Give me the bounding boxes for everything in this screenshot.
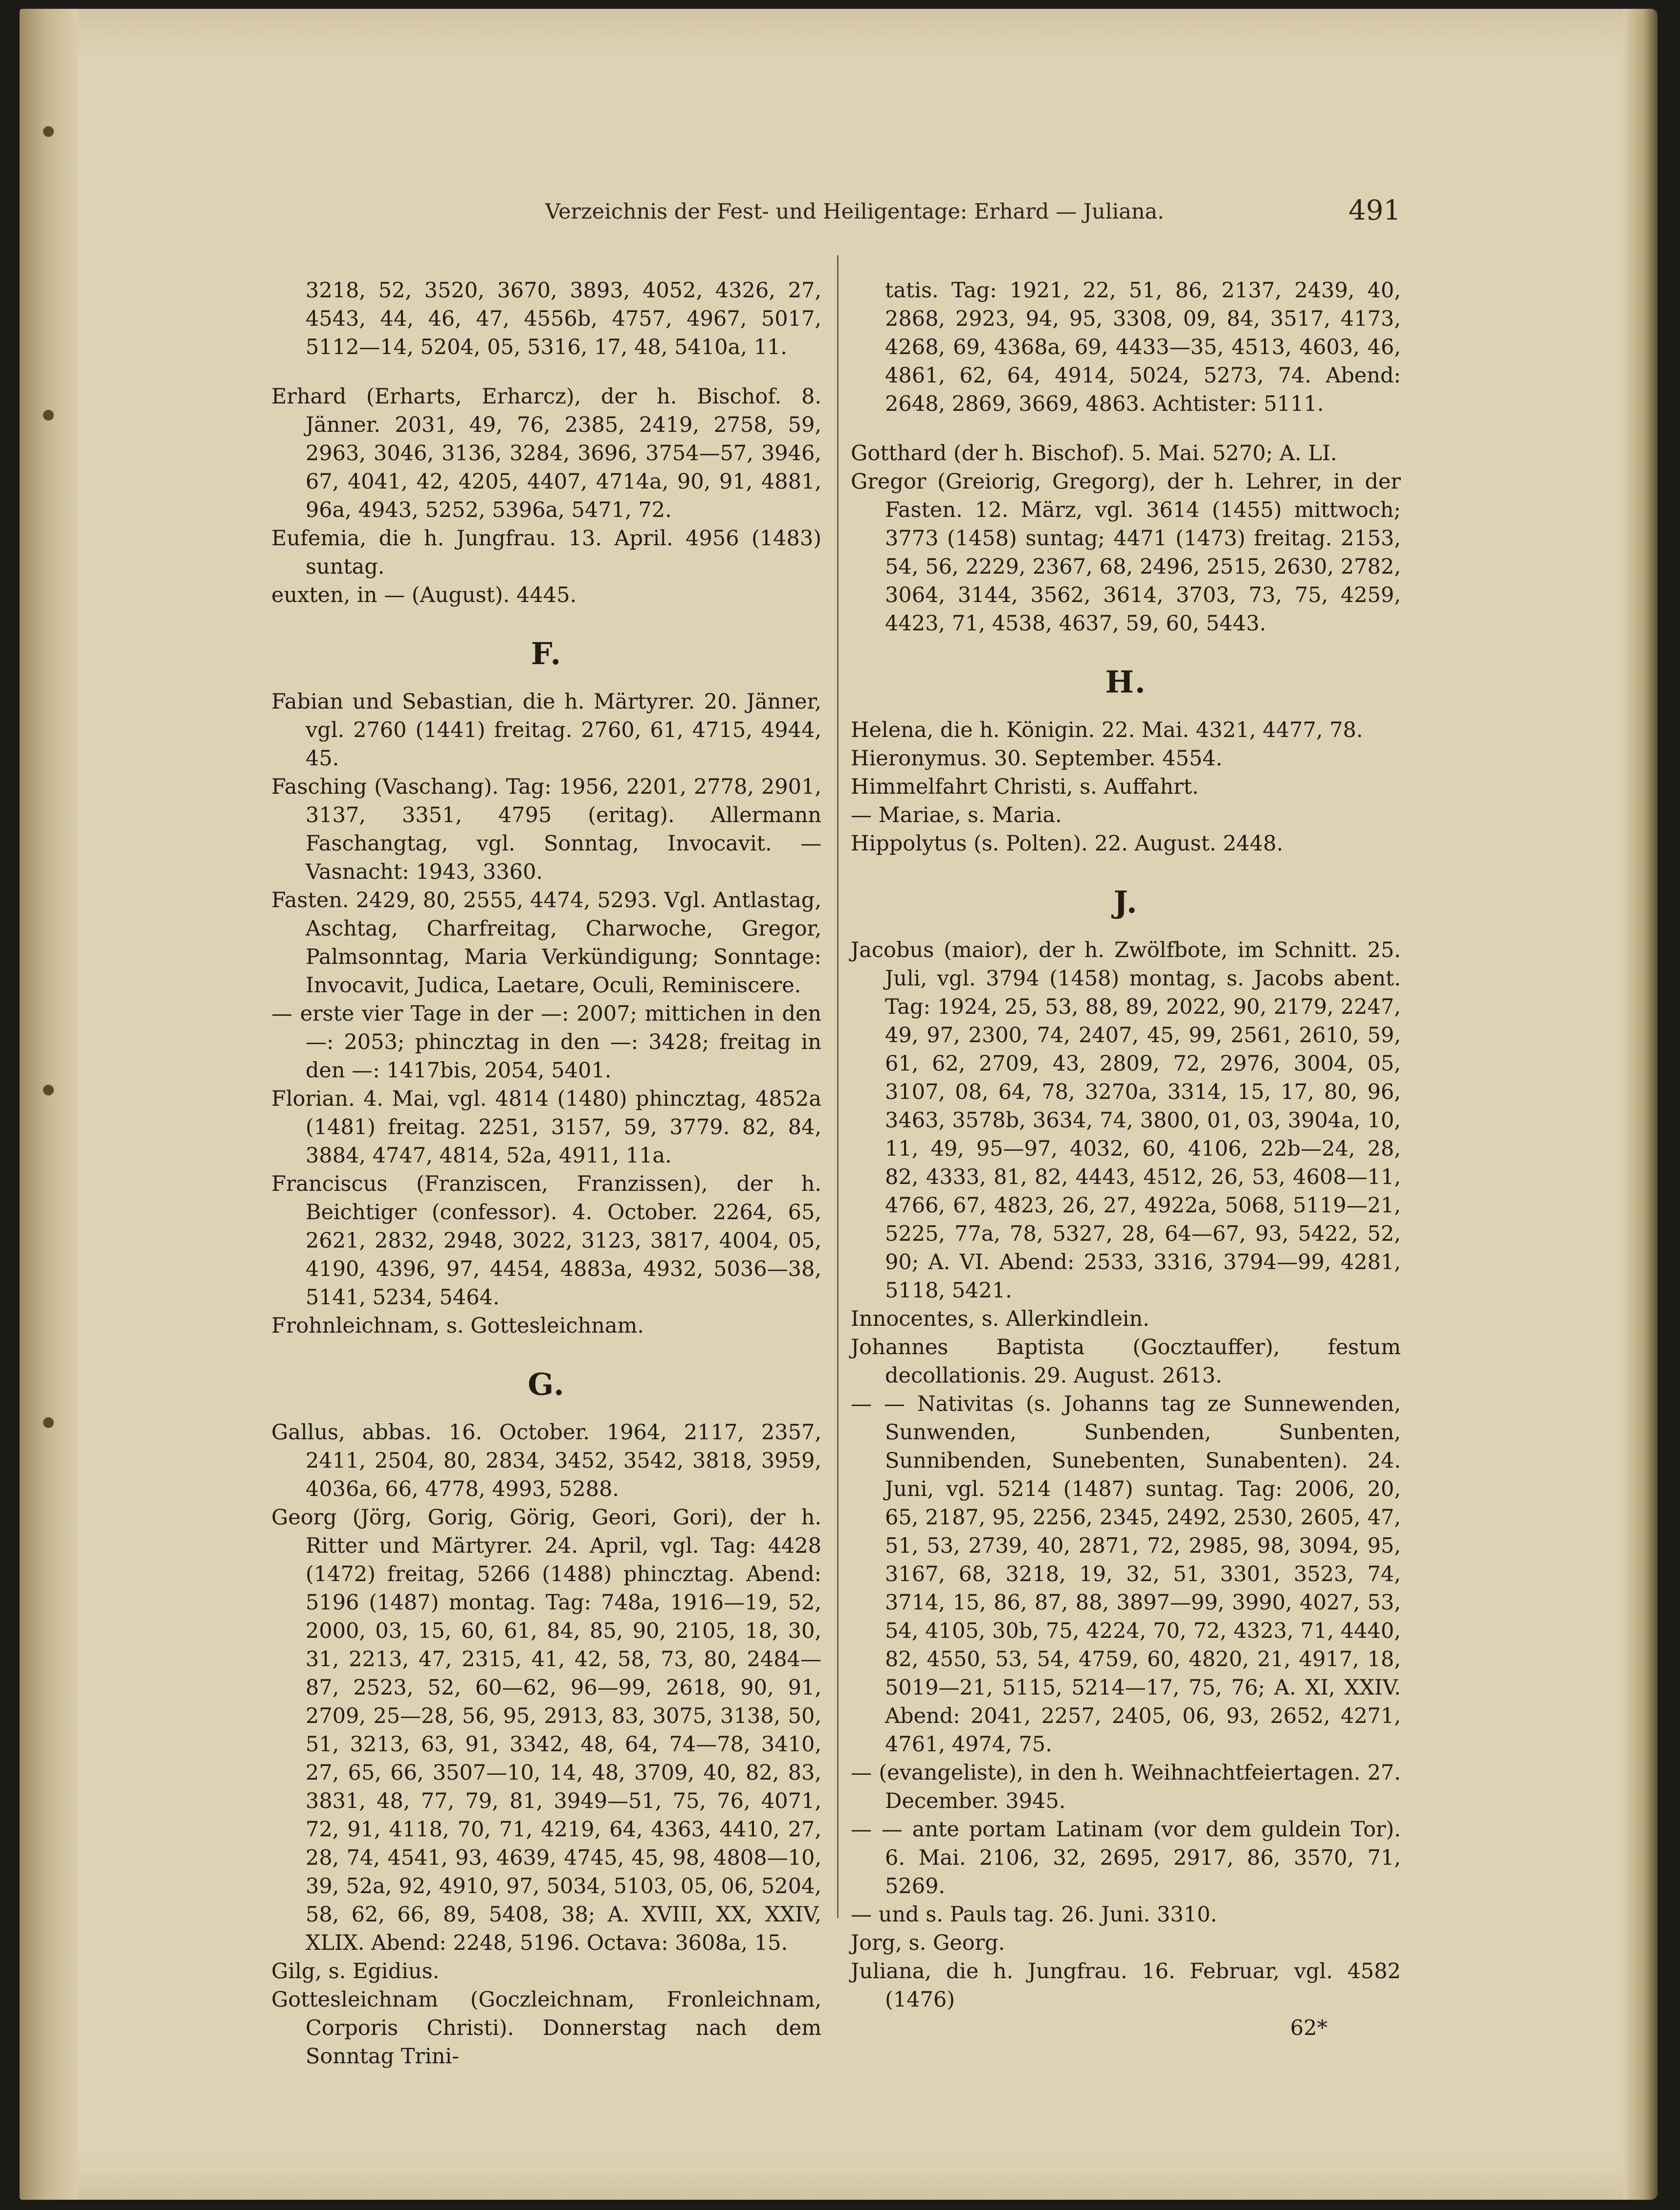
index-entry: — — ante portam Latinam (vor dem guldein Tor). 6. Mai. 2106, 32, 2695, 2917, 86, 3570, 71, 5269. <box>851 1817 1401 1898</box>
binding-hole <box>43 410 54 421</box>
index-entry: Gilg, s. Egidius. <box>271 1959 440 1984</box>
column-divider <box>837 255 839 1918</box>
left-column <box>271 255 821 2071</box>
index-entry: — — Nativitas (s. Johanns tag ze Sunnewenden, Sunwenden, Sunbenden, Sunbenten, Sunnibenden, Sunebenten, Sunabenten). 24. Juni, vgl. 5214 (1487) suntag. Tag: 2006, 20, 65, 2187, 95, 2256, 2345, 2492, 2530, 2605, 47, 51, 53, 2739, 40, 2871, 72, 2985, 98, 3094, 95, 3167, 68, 3218, 19, 32, 51, 3301, 3523, 74, 3714, 15, 86, 87, 88, 3897—99, 3990, 4027, 53, 54, 4105, 30b, 75, 4224, 70, 72, 4323, 71, 4440, 82, 4550, 53, 54, 4759, 60, 4820, 21, 4917, 18, 5019—21, 5115, 5214—17, 75, 76; A. XI, XXIV. Abend: 2041, 2257, 2405, 06, 93, 2652, 4271, 4761, 4974, 75. <box>851 1392 1401 1757</box>
header-title: Verzeichnis der Fest- und Heiligentage: Erhard — Juliana. <box>545 200 1164 224</box>
index-entry: Georg (Jörg, Gorig, Görig, Geori, Gori), der h. Ritter und Märtyrer. 24. April, vgl. Tag: 4428 (1472) freitag, 5266 (1488) phincztag. Abend: 5196 (1487) montag. Tag: 748a, 1916—19, 52, 2000, 03, 15, 60, 61, 84, 85, 90, 2105, 18, 30, 31, 2213, 47, 2315, 41, 42, 58, 73, 80, 2484—87, 2523, 52, 60—62, 96—99, 2618, 90, 91, 2709, 25—28, 56, 95, 2913, 83, 3075, 3138, 50, 51, 3213, 63, 91, 3342, 48, 64, 74—78, 3410, 27, 65, 66, 3507—10, 14, 48, 3709, 40, 82, 83, 3831, 48, 77, 79, 81, 3949—51, 75, 76, 4071, 72, 91, 4118, 70, 71, 4219, 64, 4363, 4410, 27, 28, 74, 4541, 93, 4639, 4745, 45, 98, 4808—10, 39, 52a, 92, 4910, 97, 5034, 5103, 05, 06, 5204, 58, 62, 66, 89, 5408, 38; A. XVIII, XX, XXIV, XLIX. Abend: 2248, 5196. Octava: 3608a, 15. <box>271 1505 821 1955</box>
section-heading-g: G. <box>528 1366 565 1402</box>
index-entry: Fabian und Sebastian, die h. Märtyrer. 20. Jänner, vgl. 2760 (1441) freitag. 2760, 61, 4715, 4944, 45. <box>271 690 821 771</box>
index-entry: Gallus, abbas. 16. October. 1964, 2117, 2357, 2411, 2504, 80, 2834, 3452, 3542, 3818, 3959, 4036a, 66, 4778, 4993, 5288. <box>271 1420 821 1501</box>
index-entry: Hieronymus. 30. September. 4554. <box>851 746 1223 771</box>
page-gutter <box>20 9 78 2200</box>
section-heading-h: H. <box>1105 664 1147 700</box>
index-entry: — und s. Pauls tag. 26. Juni. 3310. <box>851 1902 1217 1927</box>
index-entry: Fasten. 2429, 80, 2555, 4474, 5293. Vgl. Antlastag, Aschtag, Charfreitag, Charwoche, Gregor, Palmsonntag, Maria Verkündigung; Sonntage: Invocavit, Judica, Laetare, Oculi, Reminiscere. <box>271 888 821 998</box>
index-entry: Erhard (Erharts, Erharcz), der h. Bischof. 8. Jänner. 2031, 49, 76, 2385, 2419, 2758, 59, 2963, 3046, 3136, 3284, 3696, 3754—57, 3946, 67, 4041, 42, 4205, 4407, 4714a, 90, 91, 4881, 96a, 4943, 5252, 5396a, 5471, 72. <box>271 384 821 522</box>
right-column <box>851 255 1401 2042</box>
index-entry: Himmelfahrt Christi, s. Auffahrt. <box>851 775 1199 799</box>
binding-hole <box>43 126 54 137</box>
section-heading-j: J. <box>1113 884 1138 920</box>
index-entry: — erste vier Tage in der —: 2007; mittichen in den —: 2053; phincztag in den —: 3428; freitag in den —: 1417bis, 2054, 5401. <box>271 1002 821 1083</box>
printer-signature: 62* <box>1290 2016 1327 2040</box>
index-entry: euxten, in — (August). 4445. <box>271 583 577 607</box>
continuation-text: 3218, 52, 3520, 3670, 3893, 4052, 4326, 27, 4543, 44, 46, 47, 4556b, 4757, 4967, 5017, 5112—14, 5204, 05, 5316, 17, 48, 5410a, 11. <box>306 278 821 359</box>
index-entry: Johannes Baptista (Gocztauffer), festum decollationis. 29. August. 2613. <box>851 1335 1401 1388</box>
index-entry: Gottesleichnam (Goczleichnam, Fronleichnam, Corporis Christi). Donnerstag nach dem Sonntag Trini- <box>271 1987 821 2069</box>
index-entry: Fasching (Vaschang). Tag: 1956, 2201, 2778, 2901, 3137, 3351, 4795 (eritag). Allermann Faschangtag, vgl. Sonntag, Invocavit. — Vasnacht: 1943, 3360. <box>271 775 821 884</box>
page-number: 491 <box>1348 195 1401 226</box>
continuation-text: tatis. Tag: 1921, 22, 51, 86, 2137, 2439, 40, 2868, 2923, 94, 95, 3308, 09, 84, 3517, 4173, 4268, 69, 4368a, 69, 4433—35, 4513, 4603, 46, 4861, 62, 64, 4914, 5024, 5273, 74. Abend: 2648, 2869, 3669, 4863. Achtister: 5111. <box>885 278 1401 416</box>
index-entry: — Mariae, s. Maria. <box>851 803 1062 827</box>
index-entry: Eufemia, die h. Jungfrau. 13. April. 4956 (1483) suntag. <box>271 526 821 579</box>
binding-hole <box>43 1417 54 1428</box>
index-entry: Gotthard (der h. Bischof). 5. Mai. 5270; A. LI. <box>851 441 1337 466</box>
index-entry: Frohnleichnam, s. Gottesleichnam. <box>271 1314 644 1338</box>
section-heading-f: F. <box>531 636 562 671</box>
page-edge <box>1623 9 1658 2200</box>
index-entry: Jorg, s. Georg. <box>851 1931 1005 1955</box>
binding-hole <box>43 1085 54 1095</box>
index-entry: Hippolytus (s. Polten). 22. August. 2448. <box>851 831 1283 856</box>
index-entry: Helena, die h. Königin. 22. Mai. 4321, 4477, 78. <box>851 718 1363 742</box>
index-entry: Jacobus (maior), der h. Zwölfbote, im Schnitt. 25. Juli, vgl. 3794 (1458) montag, s. Jacobs abent. Tag: 1924, 25, 53, 88, 89, 2022, 90, 2179, 2247, 49, 97, 2300, 74, 2407, 45, 99, 2561, 2610, 59, 61, 62, 2709, 43, 2809, 72, 2976, 3004, 05, 3107, 08, 64, 78, 3270a, 3314, 15, 17, 80, 96, 3463, 3578b, 3634, 74, 3800, 01, 03, 3904a, 10, 11, 49, 95—97, 4032, 60, 4106, 22b—24, 28, 82, 4333, 81, 82, 4443, 4512, 26, 53, 4608—11, 4766, 67, 4823, 26, 27, 4922a, 5068, 5119—21, 5225, 77a, 78, 5327, 28, 64—67, 93, 5422, 52, 90; A. VI. Abend: 2533, 3316, 3794—99, 4281, 5118, 5421. <box>851 938 1401 1303</box>
book-page <box>20 9 1658 2200</box>
index-entry: Florian. 4. Mai, vgl. 4814 (1480) phincztag, 4852a (1481) freitag. 2251, 3157, 59, 3779. 82, 84, 3884, 4747, 4814, 52a, 4911, 11a. <box>271 1087 821 1168</box>
index-entry: Innocentes, s. Allerkindlein. <box>851 1307 1149 1331</box>
index-entry: Juliana, die h. Jungfrau. 16. Februar, vgl. 4582 (1476) <box>851 1959 1401 2012</box>
index-entry: Gregor (Greiorig, Gregorg), der h. Lehrer, in der Fasten. 12. März, vgl. 3614 (1455) mittwoch; 3773 (1458) suntag; 4471 (1473) freitag. 2153, 54, 56, 2229, 2367, 68, 2496, 2515, 2630, 2782, 3064, 3144, 3562, 3614, 3703, 73, 75, 4259, 4423, 71, 4538, 4637, 59, 60, 5443. <box>851 469 1401 636</box>
running-header <box>271 195 1401 232</box>
index-entry: — (evangeliste), in den h. Weihnachtfeiertagen. 27. December. 3945. <box>851 1761 1401 1813</box>
index-entry: Franciscus (Franziscen, Franzissen), der h. Beichtiger (confessor). 4. October. 2264, 65, 2621, 2832, 2948, 3022, 3123, 3817, 4004, 05, 4190, 4396, 97, 4454, 4883a, 4932, 5036—38, 5141, 5234, 5464. <box>271 1172 821 1310</box>
